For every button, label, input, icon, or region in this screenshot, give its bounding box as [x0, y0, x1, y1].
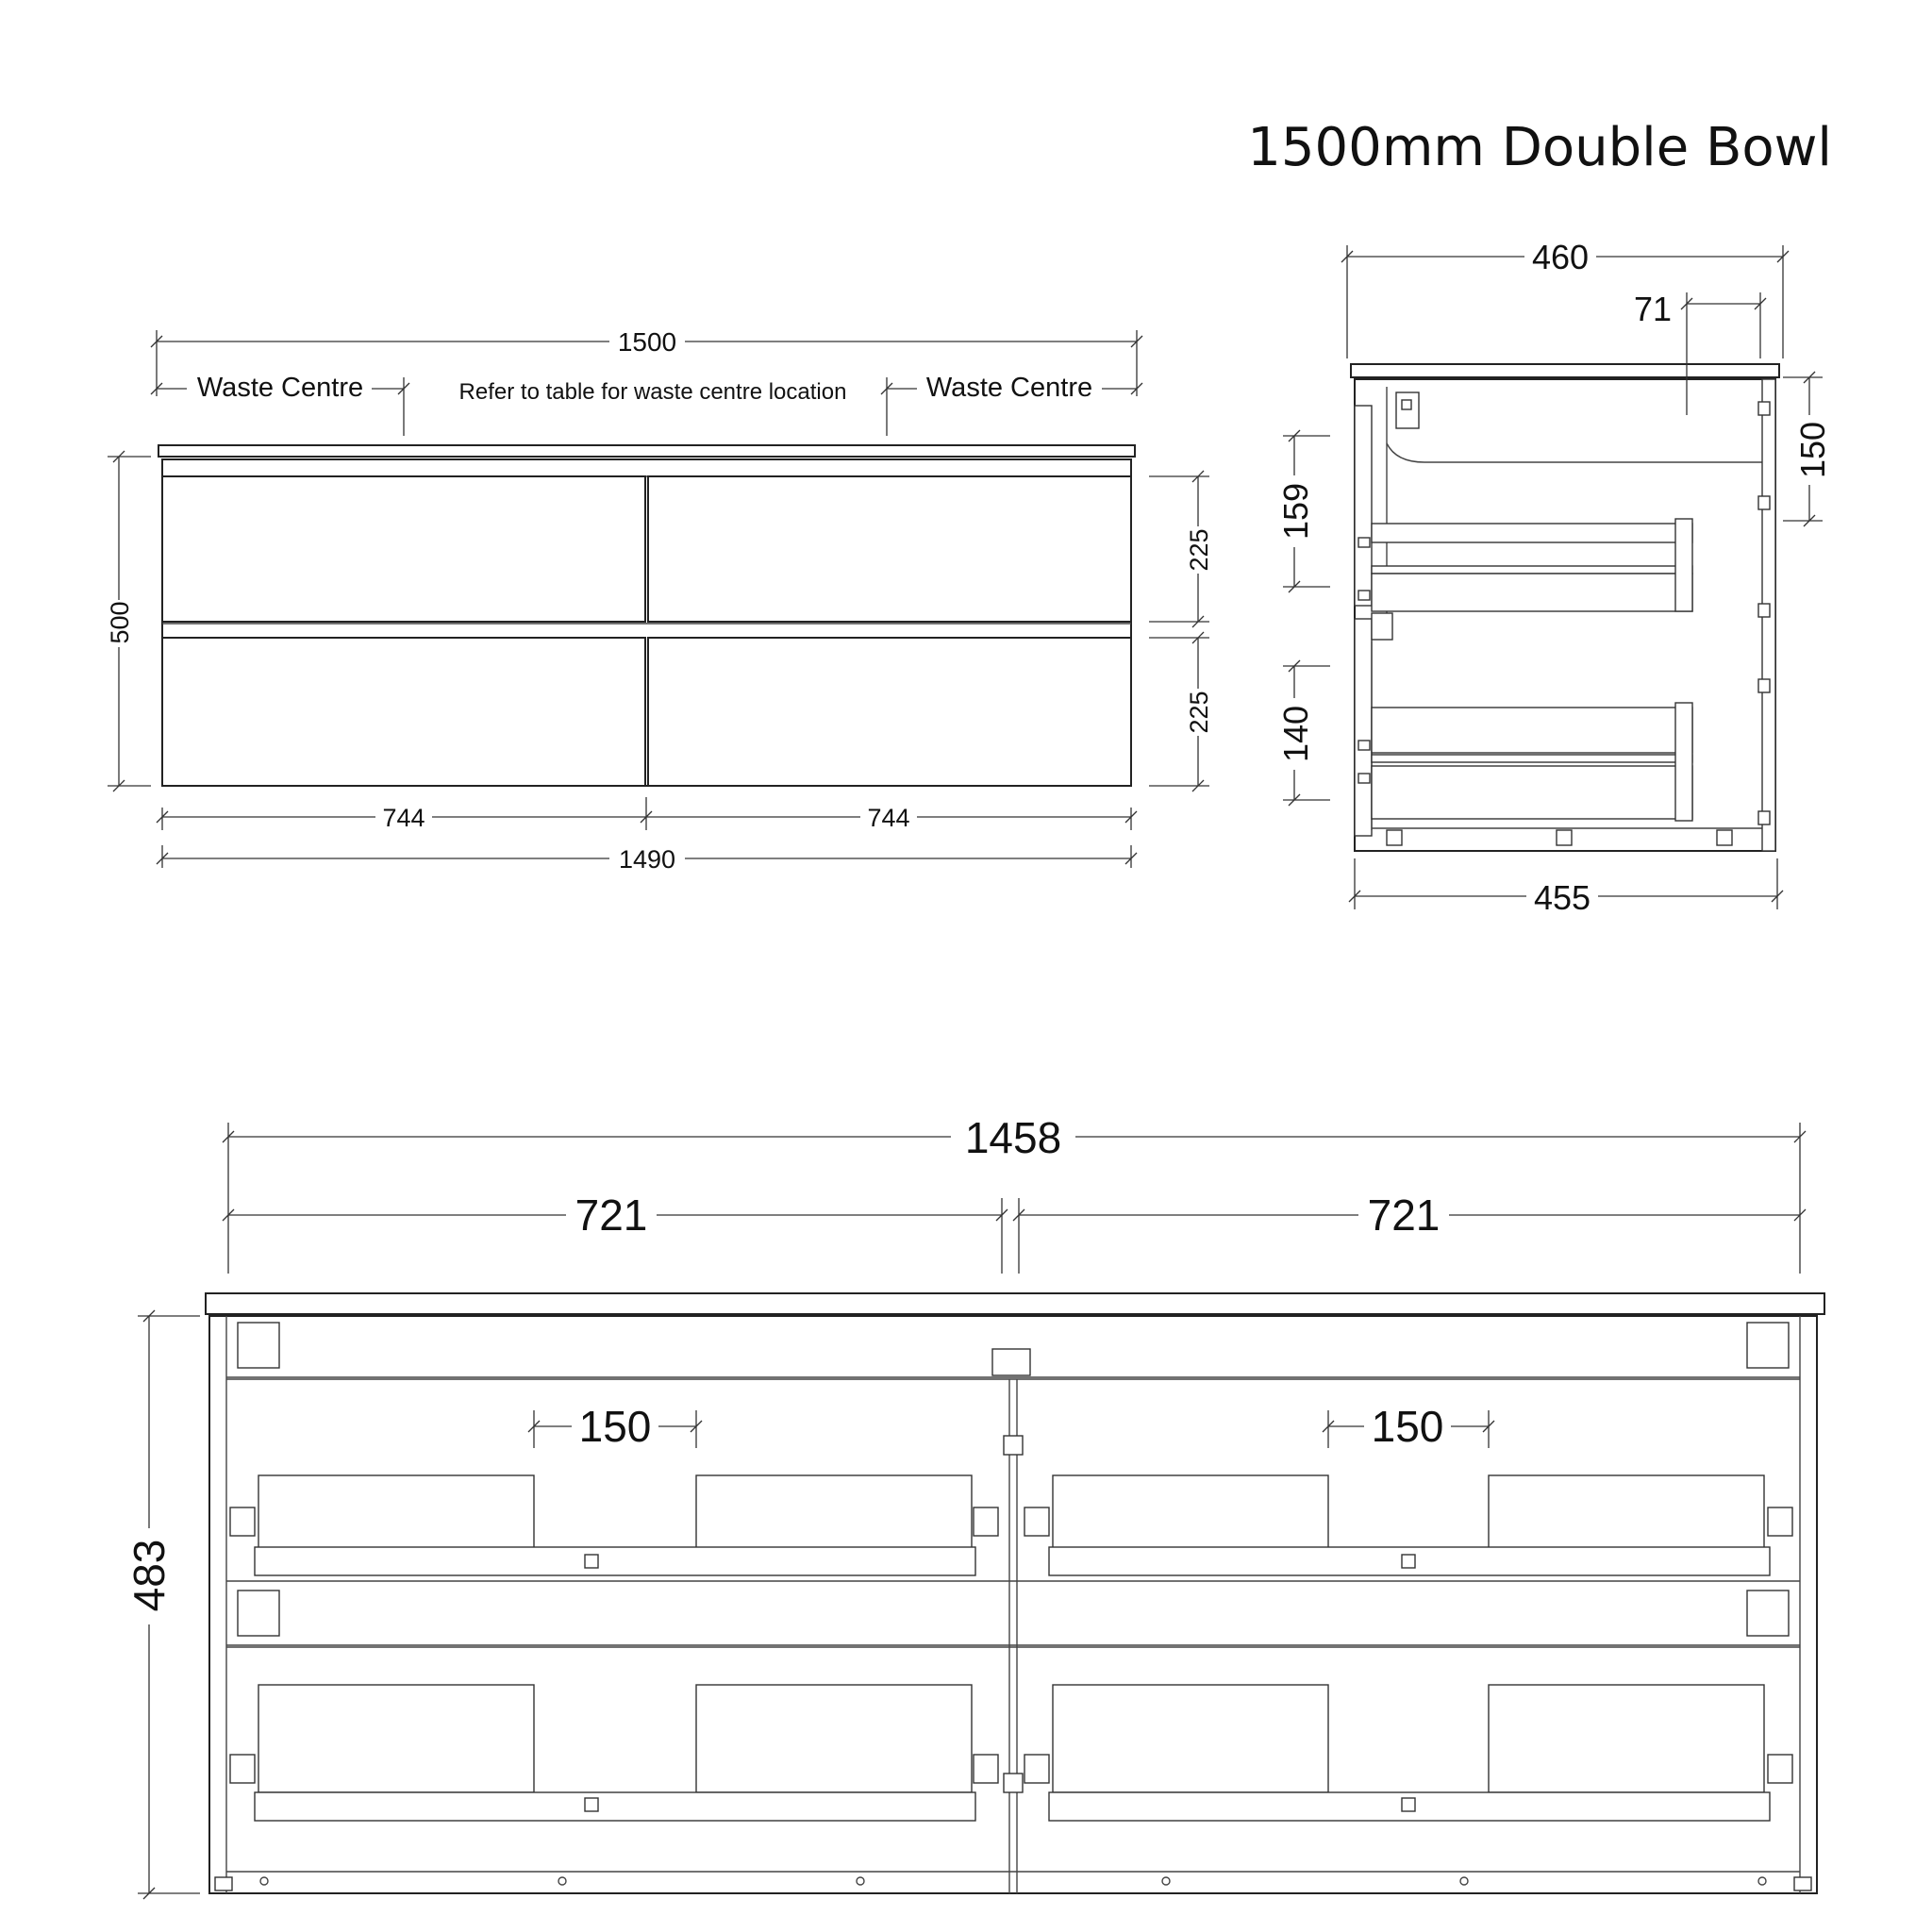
lower-drawer-box-1: [258, 1685, 534, 1792]
dim-side-offset: 71: [1633, 290, 1672, 328]
drawer-top-right: [648, 476, 1131, 622]
dim-drawer-bottom-height: 225: [1185, 691, 1213, 734]
label-waste-centre-left: Waste Centre: [196, 373, 364, 403]
lower-drawer-box-3: [1053, 1685, 1328, 1792]
dim-drawer-width-right: 744: [867, 804, 910, 832]
dim-rear-half-left: 721: [575, 1191, 648, 1240]
dim-rear-height: 483: [125, 1539, 174, 1612]
drawer-bottom-left: [162, 638, 645, 786]
dim-drawer-top-height: 225: [1185, 528, 1213, 572]
label-waste-centre-right: Waste Centre: [925, 373, 1093, 403]
drawing-title: 1500mm Double Bowl: [1247, 117, 1832, 178]
dim-rear-half-right: 721: [1367, 1191, 1441, 1240]
dim-carcass-width: 1490: [618, 845, 676, 874]
note-waste-centre-location: Refer to table for waste centre location: [458, 379, 847, 405]
dim-side-depth-bottom: 455: [1533, 878, 1591, 917]
front-view: [102, 324, 1215, 874]
drawer-bottom-right: [648, 638, 1131, 786]
drawer-top-left: [162, 476, 645, 622]
dim-side-depth-top: 460: [1531, 238, 1590, 276]
dim-front-height: 500: [106, 601, 134, 644]
side-view: [1275, 236, 1832, 917]
dim-side-drawer-top: 159: [1276, 482, 1315, 541]
side-countertop: [1351, 364, 1779, 377]
dim-front-overall-width: 1500: [617, 327, 677, 357]
rear-countertop: [206, 1293, 1824, 1314]
dim-rear-bowl-right: 150: [1371, 1402, 1444, 1451]
dim-side-drawer-bottom: 140: [1276, 705, 1315, 763]
front-countertop: [158, 445, 1135, 457]
lower-drawer-box-4: [1489, 1685, 1764, 1792]
rear-view: [125, 1113, 1824, 1899]
lower-drawer-box-2: [696, 1685, 972, 1792]
dim-rear-overall-width: 1458: [964, 1113, 1062, 1162]
dim-side-top-gap: 150: [1793, 421, 1832, 479]
dim-drawer-width-left: 744: [382, 804, 425, 832]
dim-rear-bowl-left: 150: [578, 1402, 652, 1451]
